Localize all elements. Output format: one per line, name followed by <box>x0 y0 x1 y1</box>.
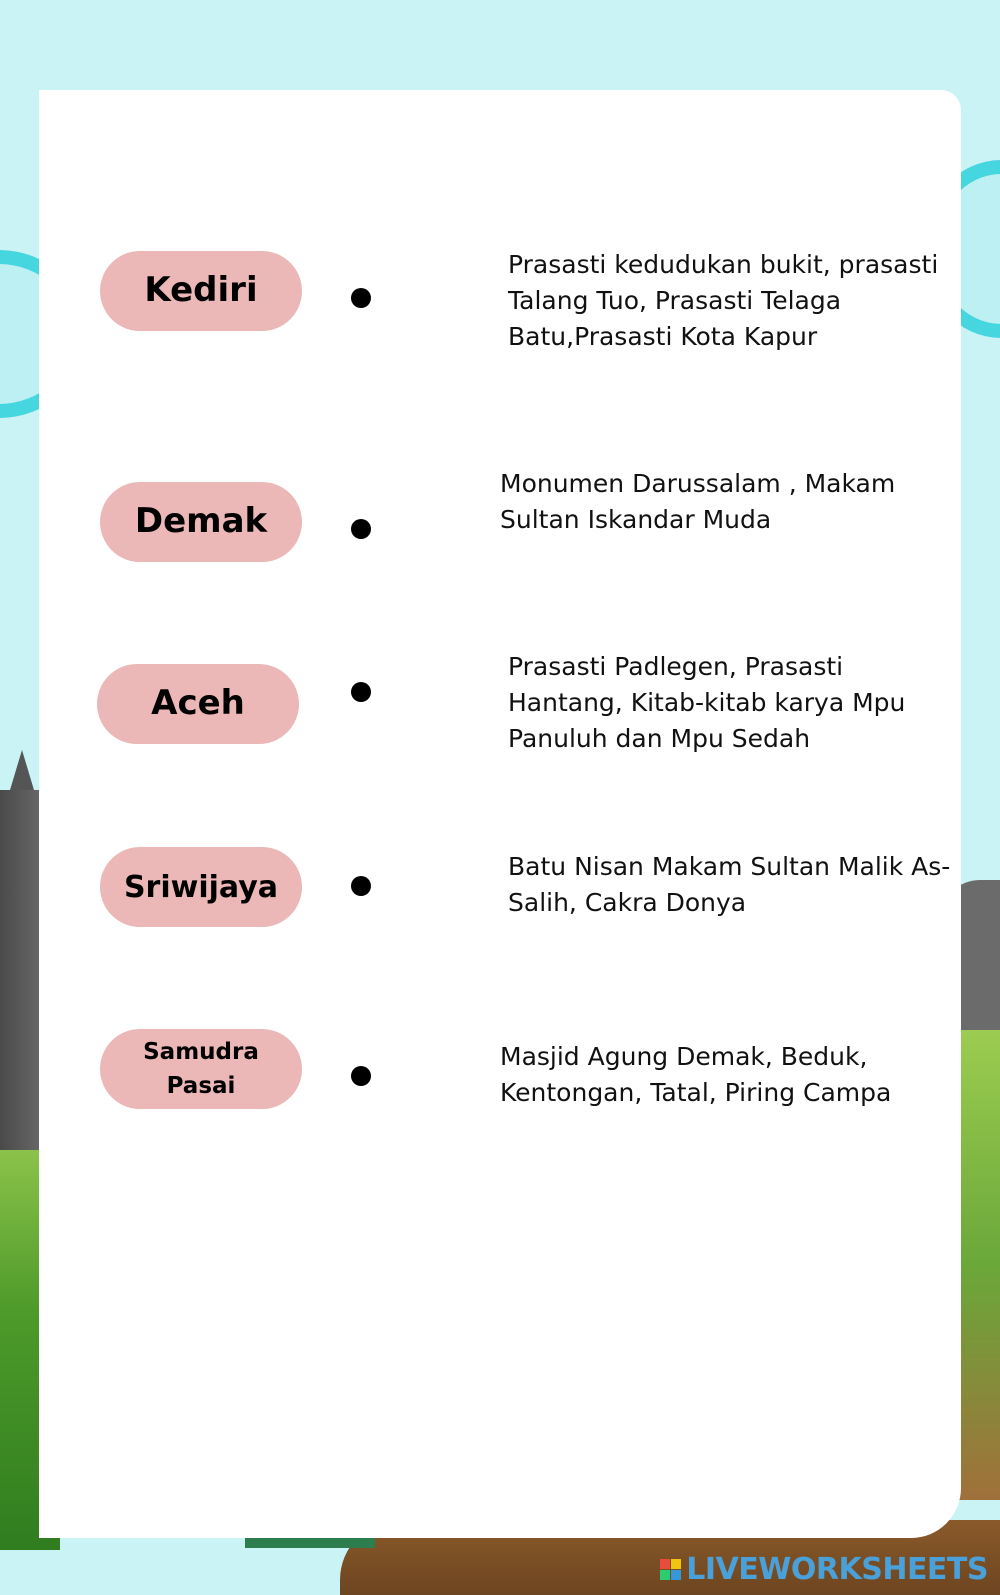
worksheet-card <box>39 90 961 1538</box>
match-item-label: Kediri <box>144 270 258 311</box>
match-target-2[interactable]: Monumen Darussalam , Makam Sultan Iskandar Muda <box>500 469 896 534</box>
ground-strip-decoration <box>245 1538 375 1548</box>
match-target-1[interactable]: Prasasti kedudukan bukit, prasasti Talang Tuo, Prasasti Telaga Batu,Prasasti Kota Kapur <box>508 250 939 351</box>
match-item-aceh[interactable] <box>97 664 299 744</box>
match-item-samudra-pasai[interactable] <box>100 1029 302 1109</box>
connector-dot-4[interactable] <box>351 876 371 896</box>
match-target-3[interactable]: Prasasti Padlegen, Prasasti Hantang, Kitab-kitab karya Mpu Panuluh dan Mpu Sedah <box>508 652 906 753</box>
connector-dot-2[interactable] <box>351 519 371 539</box>
match-item-demak[interactable] <box>100 482 302 562</box>
liveworksheets-logo <box>660 1552 988 1587</box>
match-target-5[interactable]: Masjid Agung Demak, Beduk, Kentongan, Tatal, Piring Campa <box>500 1042 892 1107</box>
match-item-label: Demak <box>134 501 268 542</box>
match-item-sriwijaya[interactable] <box>100 847 302 927</box>
match-item-kediri[interactable] <box>100 251 302 331</box>
match-item-label: Aceh <box>151 683 245 724</box>
match-target-4[interactable]: Batu Nisan Makam Sultan Malik As-Salih, Cakra Donya <box>508 852 951 917</box>
connector-dot-5[interactable] <box>351 1066 371 1086</box>
match-item-label: Samudra Pasai <box>143 1038 259 1099</box>
match-item-label: Sriwijaya <box>123 869 279 905</box>
connector-dot-1[interactable] <box>351 288 371 308</box>
brand-name: LIVEWORKSHEETS <box>686 1552 988 1587</box>
connector-dot-3[interactable] <box>351 682 371 702</box>
brand-logo-icon <box>660 1559 681 1580</box>
